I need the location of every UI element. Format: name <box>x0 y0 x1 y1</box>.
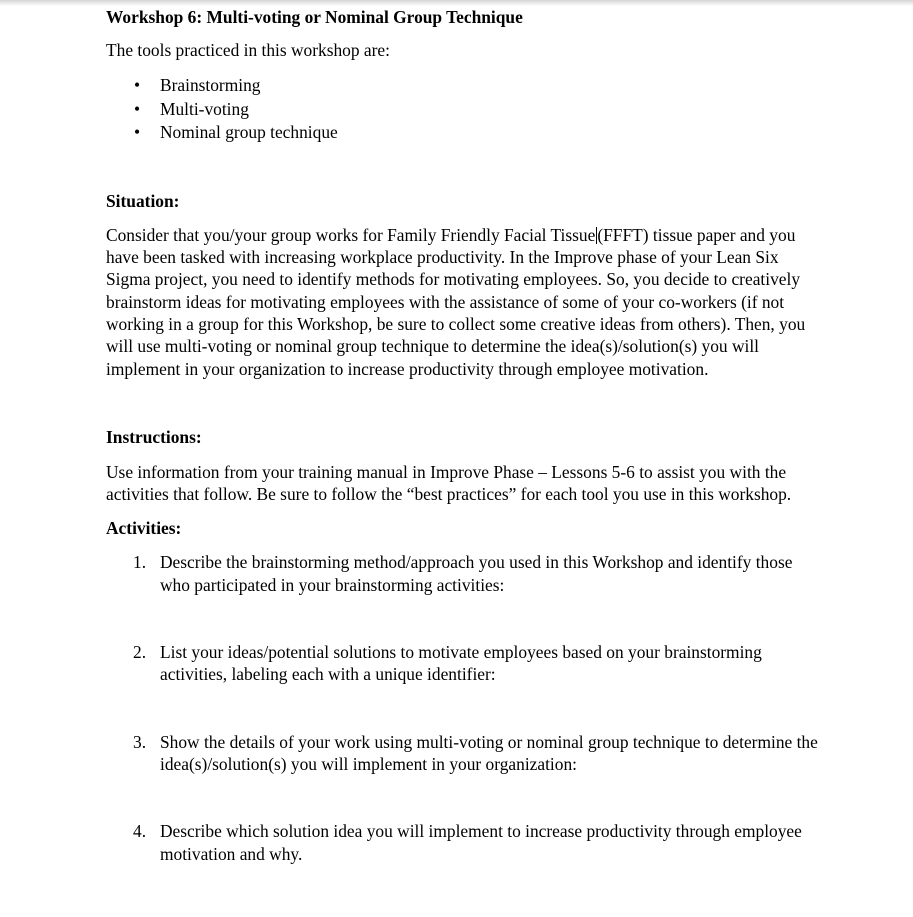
activity-text: List your ideas/potential solutions to motivate employees based on your brainstorming activities, labeling each with a unique identifier: <box>160 642 762 685</box>
activity-item <box>106 551 818 596</box>
activity-number: 4. <box>133 821 147 842</box>
tool-label: Nominal group technique <box>160 122 338 143</box>
tool-label: Multi-voting <box>160 98 249 119</box>
list-item <box>106 121 818 145</box>
list-item <box>106 74 818 98</box>
instructions-heading: Instructions: <box>106 426 202 447</box>
list-item <box>106 98 818 122</box>
document-page[interactable] <box>106 6 818 865</box>
activity-number: 1. <box>133 552 147 573</box>
situation-paragraph[interactable] <box>106 224 818 380</box>
document-title: Workshop 6: Multi-voting or Nominal Group Technique <box>106 7 523 27</box>
activity-item <box>106 731 818 776</box>
activity-number: 2. <box>133 642 147 663</box>
activity-text: Describe the brainstorming method/approach you used in this Workshop and identify those who participated in your brainstorming activities: <box>160 552 793 595</box>
activity-text: Show the details of your work using multi-voting or nominal group technique to determine the idea(s)/solution(s) you will implement in your organization: <box>160 731 818 774</box>
activity-item <box>106 641 818 686</box>
activities-heading: Activities: <box>106 518 182 539</box>
bullet-icon: • <box>134 98 141 119</box>
intro-text: The tools practiced in this workshop are: <box>106 40 390 60</box>
situation-text-part-2: (FFFT) tissue paper and you have been tasked with increasing workplace productivity. In the Improve phase of your Lean Six Sigma project, you need to identify methods for motivating employees. So, you decide to creatively brainstorm ideas for motivating employees with the assistance of some of your co-workers (if not working in a group for this Workshop, be sure to collect some creative ideas from others). Then, you will use multi-voting or nominal group technique to determine the idea(s)/solution(s) you will implement in your organization to increase productivity through employee motivation. <box>106 224 806 379</box>
tools-list <box>106 74 818 145</box>
instructions-paragraph: Use information from your training manual in Improve Phase – Lessons 5-6 to assist you with the activities that follow. Be sure to follow the “best practices” for each tool you use in this workshop. <box>106 461 792 505</box>
activity-number: 3. <box>133 731 147 752</box>
activities-list <box>106 551 818 864</box>
bullet-icon: • <box>134 122 141 143</box>
activity-text: Describe which solution idea you will implement to increase productivity through employee motivation and why. <box>160 821 802 864</box>
tool-label: Brainstorming <box>160 75 261 96</box>
situation-heading: Situation: <box>106 190 180 211</box>
activity-item <box>106 820 818 865</box>
situation-text-part-1: Consider that you/your group works for Family Friendly Facial Tissue <box>106 224 596 245</box>
bullet-icon: • <box>134 75 141 96</box>
